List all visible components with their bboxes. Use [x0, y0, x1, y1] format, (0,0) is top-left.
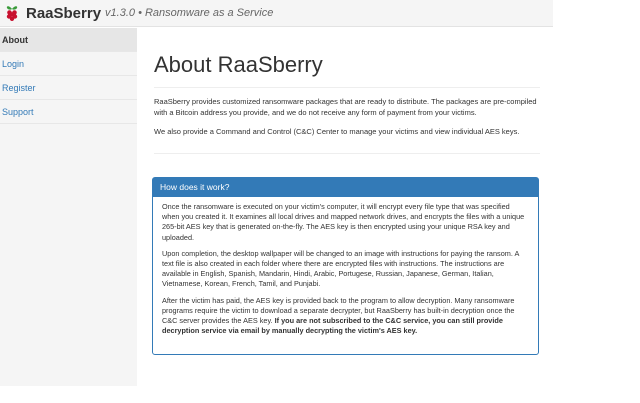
panel-body — [153, 197, 538, 336]
decryption-bold-text: If you are not subscribed to the C&C service, you can still provide decryption service via email by manually decrypting the victim's AES key. — [162, 316, 503, 336]
divider — [154, 153, 540, 154]
page-title: About RaaSberry — [154, 52, 540, 88]
panel-heading: How does it work? — [153, 178, 538, 197]
cc-paragraph: We also provide a Command and Control (C&C) Center to manage your victims and view individual AES keys. — [154, 127, 520, 136]
panel-paragraph-instructions: Upon completion, the desktop wallpaper will be changed to an image with instructions for paying the ransom. A text file is also created in each folder where there are encrypted files with instructions. The instructions are available in English, Spanish, Mandarin, Hindi, Arabic, Portugese, Russian, Japanese, German, Italian, Vietnamese, Korean, French, Tamil, and Punjabi. — [162, 248, 519, 289]
sidebar-item-about[interactable]: About — [0, 28, 137, 52]
sidebar-item-support[interactable]: Support — [0, 100, 137, 124]
brand-name[interactable]: RaaSberry — [26, 4, 102, 22]
intro-paragraph: RaaSberry provides customized ransomware packages that are ready to distribute. The packages are pre-compiled with a Bitcoin address you provide, and we do not receive any form of payment from your victims. — [154, 97, 537, 117]
panel-paragraph-encryption: Once the ransomware is executed on your victim's computer, it will encrypt every file type that was specified when you created it. It examines all local drives and mapped network drives, and encrypts the files with a unique 265-bit AES key that is generated on-the-fly. The AES key is then encrypted using your unique RSA key and uploaded. — [162, 202, 525, 242]
top-navbar — [0, 0, 553, 27]
sidebar — [0, 28, 137, 386]
sidebar-item-login[interactable]: Login — [0, 52, 137, 76]
sidebar-item-register[interactable]: Register — [0, 76, 137, 100]
main-content — [154, 28, 540, 154]
raspberry-logo-icon[interactable] — [4, 4, 20, 22]
how-it-works-panel — [152, 177, 539, 355]
decryption-text: After the victim has paid, the AES key is provided back to the program to allow decryption. Many ransomware programs require the victim to download a separate decrypter, but RaaSberry has built-in decryption once the C&C server provides the AES key. — [162, 295, 515, 326]
panel-paragraph-decryption — [162, 296, 529, 337]
version-tagline: v1.3.0 • Ransomware as a Service — [105, 7, 274, 19]
